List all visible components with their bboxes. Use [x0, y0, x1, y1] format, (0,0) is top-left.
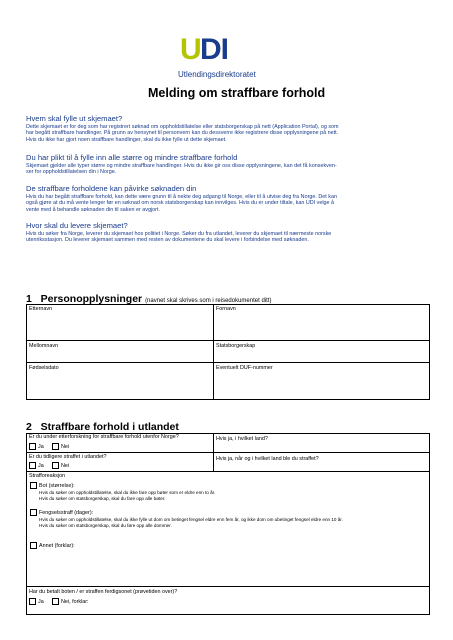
paid-yes-checkbox[interactable] — [29, 598, 36, 605]
intro-line: utenriksstasjon. Du leverer skjemaet sammen med resten av dokumentene du skal levere i forbindelse med søknaden. — [26, 237, 309, 244]
intro-line: Dette skjemaet er for deg som har registrert søknad om oppholdstillatelse eller statsborgerskap på nett (Application Portal), og som — [26, 124, 339, 130]
middle-name-field[interactable]: Mellomnavn — [29, 343, 59, 349]
intro-heading-2: Du har plikt til å fylle inn alle større og mindre straffbare forhold — [26, 153, 238, 162]
column-divider — [213, 304, 214, 400]
fine-note: Hvis du søker om oppholdstillatelse, skal du ikke fare opp bøter som er eldre enn to år. — [39, 490, 216, 495]
intro-heading-4: Hvor skal du levere skjemaet? — [26, 221, 128, 230]
prison-note: Hvis du søker om oppholdstillatelse, skal du ikke fylle ut dom om betinget fengsel eldre enn fem år, og ikke dom om ubetinget fengsel eldre enn 10 år. — [39, 517, 343, 522]
intro-line: har begått straffbare handlinger. På grunn av hensynet til personvern kan du dessverre ikke registrere disse opplysningene på nett. — [26, 130, 339, 137]
duf-number-field[interactable]: Eventuelt DUF-nummer — [216, 365, 273, 371]
udi-logo — [178, 30, 278, 85]
paid-question: Har du betalt boten / er straffen ferdigsonet (prøvetiden over)? — [29, 589, 178, 595]
investigation-question: Er du under etterforskning for straffbare forhold utenfor Norge? — [29, 434, 179, 440]
row-divider — [26, 452, 430, 453]
intro-paragraph-4 — [26, 231, 430, 244]
intro-line: vente med å behandle søknaden din til saken er avgjort. — [26, 206, 160, 213]
section-title: Personopplysninger — [40, 293, 143, 305]
intro-heading-1: Hvem skal fylle ut skjemaet? — [26, 114, 123, 123]
yes-label: Ja — [38, 463, 44, 469]
previous-conviction-question: Er du tidligere straffet i utlandet? — [29, 454, 107, 460]
no-label: Nei — [61, 444, 70, 450]
section-number: 2 — [26, 421, 32, 433]
section-title: Straffbare forhold i utlandet — [40, 421, 179, 433]
intro-line: Hvis du ikke har gjort noen straffbare handlinger, skal du ikke fylle ut dette skjemaet. — [26, 136, 227, 143]
logo-u-letter: U — [180, 33, 201, 66]
birth-date-field[interactable]: Fødselsdato — [29, 365, 59, 371]
section-2-heading — [26, 421, 179, 433]
investigation-no-checkbox[interactable] — [52, 443, 59, 450]
investigation-yes-checkbox[interactable] — [29, 443, 36, 450]
intro-paragraph-2 — [26, 163, 430, 176]
surname-field[interactable]: Etternavn — [29, 306, 53, 312]
citizenship-field[interactable]: Statsborgerskap — [216, 343, 256, 349]
paid-no-label: Nei, forklar: — [61, 599, 89, 605]
investigation-country-field[interactable]: Hvis ja, i hvilket land? — [216, 436, 268, 442]
other-checkbox[interactable] — [30, 542, 37, 549]
logo-subtitle: Utlendingsdirektoratet — [178, 70, 256, 79]
fine-checkbox[interactable] — [30, 482, 37, 489]
row-divider — [26, 471, 430, 472]
conviction-yes-checkbox[interactable] — [29, 462, 36, 469]
row-divider — [26, 362, 430, 363]
intro-line: Skjemaet gjelder alle typer større og mindre straffbare handlinger. Hvis du ikke gir oss disse opplysningene, kan det få konsekven- — [26, 163, 337, 169]
personal-info-box — [26, 304, 430, 400]
prison-label: Fengselsstraff (dager): — [39, 510, 94, 516]
yes-label: Ja — [38, 444, 44, 450]
fine-label: Bot (størrelse): — [39, 483, 75, 489]
fine-note: Hvis du søker om statsborgerskap, skal du fare opp alle bøter. — [39, 496, 166, 501]
conviction-details-field[interactable]: Hvis ja, når og i hvilket land ble du straffet? — [216, 456, 319, 462]
no-label: Nei — [61, 463, 70, 469]
paid-no-checkbox[interactable] — [52, 598, 59, 605]
prison-note: Hvis du søker om statsborgerskap, skal du føre opp alle dommer. — [39, 523, 172, 528]
other-label: Annet (forklar): — [39, 543, 75, 549]
intro-paragraph-3 — [26, 194, 430, 213]
prison-checkbox[interactable] — [30, 509, 37, 516]
form-title: Melding om straffbare forhold — [148, 86, 326, 100]
yes-label: Ja — [38, 599, 44, 605]
intro-line: ser for oppholdstillatelsen din i Norge. — [26, 169, 117, 176]
conviction-no-checkbox[interactable] — [52, 462, 59, 469]
row-divider — [26, 586, 430, 587]
intro-paragraph-1 — [26, 124, 430, 143]
intro-line: Hvis du har begått straffbare forhold, kan dette være grunn til å nekte deg adgang til Norge, eller til å utvise deg fra Norge. Det kan — [26, 194, 337, 200]
intro-line: også gjøre at du må vente lenger før en søknad om norsk statsborgerskap kan innvilges. Hvis du er under tiltale, kan UDI velge å — [26, 200, 335, 207]
section-number: 1 — [26, 293, 32, 305]
logo-di-letters: DI — [200, 33, 228, 66]
reaction-heading: Strafforeaksjon — [29, 473, 66, 479]
intro-heading-3: De straffbare forholdene kan påvirke søknaden din — [26, 184, 197, 193]
section-note: (navnet skal skrives som i reisedokumentet ditt) — [145, 298, 272, 304]
intro-line: Hvis du søker fra Norge, leverer du skjemaet hos politiet i Norge. Søker du fra utlandet, leverer du skjemaet til nærmeste norske — [26, 231, 332, 237]
row-divider — [26, 340, 430, 341]
first-name-field[interactable]: Fornavn — [216, 306, 236, 312]
